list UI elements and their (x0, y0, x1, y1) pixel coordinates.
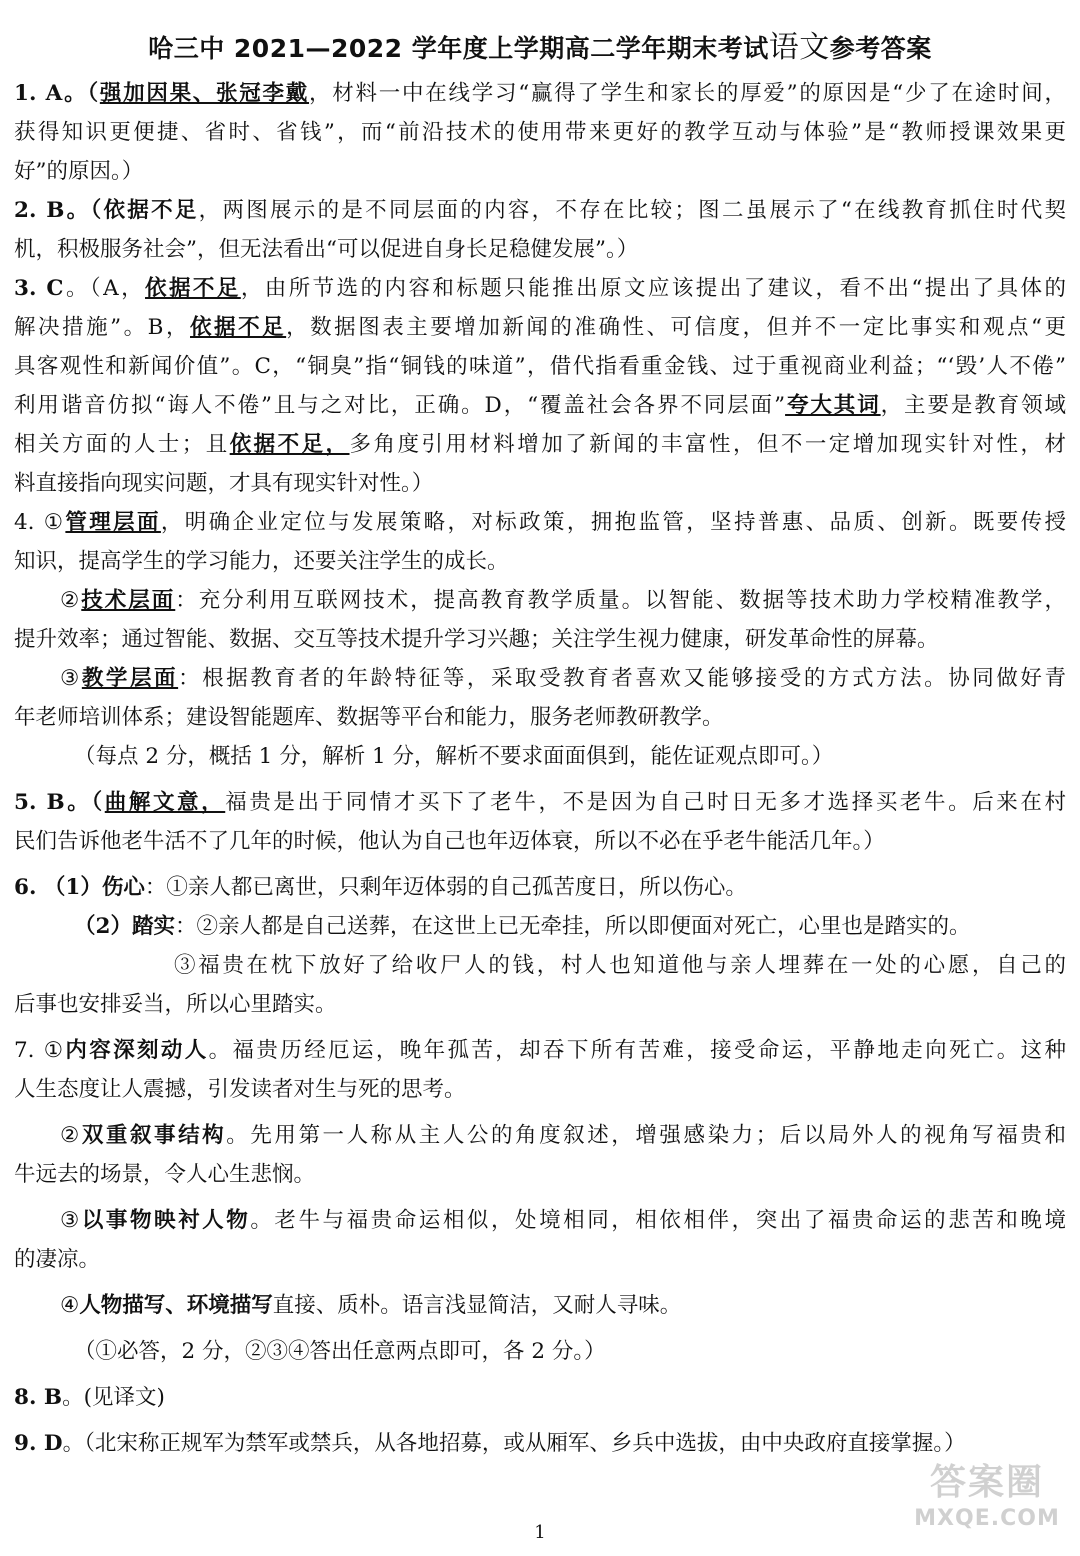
line-text: 依据不足 (103, 198, 199, 223)
answer-line (14, 308, 1066, 347)
key-term: 曲解文意， (104, 790, 226, 815)
line-text: 民们告诉他老牛活不了几年的时候，他认为自己也年迈体衰，所以不必在乎老牛能活几年。） (14, 829, 885, 854)
answer-body (14, 74, 1066, 1463)
key-term: 依据不足 (190, 315, 287, 340)
key-term: 技术层面 (81, 588, 176, 613)
answer-line (14, 783, 1066, 822)
line-text: 好”的原因。） (14, 159, 144, 184)
answer-line (14, 946, 1066, 985)
line-text: （每点 2 分，概括 1 分，解析 1 分，解析不要求面面俱到，能佐证观点即可。） (74, 744, 834, 769)
line-text: 8. B (14, 1385, 63, 1410)
line-text: ，两图展示的是不同层面的内容，不存在比较；图二虽展示了“在线教育抓住时代契 (198, 198, 1066, 223)
line-text: ，材料一中在线学习“赢得了学生和家长的厚爱”的原因是“少了在途时间， (309, 81, 1066, 106)
key-term: 强加因果、张冠李戴 (99, 81, 310, 106)
paragraph-gap (14, 1279, 1066, 1286)
line-text: 人生态度让人震撼，引发读者对生与死的思考。 (14, 1077, 466, 1102)
answer-line (14, 503, 1066, 542)
line-text: 多角度引用材料增加了新闻的丰富性，但不一定增加现实针对性，材 (349, 432, 1066, 457)
line-text: （ (87, 81, 100, 106)
answer-line (14, 191, 1066, 230)
line-text: 获得知识更便捷、省时、省钱”，而“前沿技术的使用带来更好的教学互动与体验”是“教师授课效果更 (14, 120, 1066, 145)
line-text: ：①亲人都已离世，只剩年迈体弱的自己孤苦度日，所以伤心。 (144, 875, 747, 900)
line-text: 。福贵历经厄运，晚年孤苦，却吞下所有苦难，接受命运，平静地走向死亡。这种 (208, 1038, 1066, 1063)
key-term: 教学层面 (81, 666, 179, 691)
answer-line (14, 1155, 1066, 1194)
paragraph-gap (14, 861, 1066, 868)
key-term: 依据不足 (145, 276, 241, 301)
answer-line (14, 1286, 1066, 1325)
answer-line (14, 425, 1066, 464)
line-text: ：充分利用互联网技术，提高教育教学质量。以智能、数据等技术助力学校精准教学， (175, 588, 1066, 613)
line-text: 利用谐音仿拟“诲人不倦”且与之对比，正确。D，“覆盖社会各界不同层面” (14, 393, 786, 418)
line-text: 7. ① (14, 1038, 66, 1063)
answer-line (14, 1378, 1066, 1417)
line-text: 。先用第一人称从主人公的角度叙述，增强感染力；后以局外人的视角写福贵和 (226, 1123, 1066, 1148)
page-number: 1 (534, 1522, 546, 1543)
answer-line (14, 152, 1066, 191)
answer-line (14, 907, 1066, 946)
title-suffix: 参考答案 (829, 34, 932, 63)
answer-line (14, 347, 1066, 386)
answer-line (14, 464, 1066, 503)
answer-line (14, 659, 1066, 698)
line-text: 知识，提高学生的学习能力，还要关注学生的成长。 (14, 549, 509, 574)
answer-line (14, 1240, 1066, 1279)
line-text: ，数据图表主要增加新闻的准确性、可信度，但并不一定比事实和观点“更 (286, 315, 1066, 340)
answer-line (14, 822, 1066, 861)
paragraph-gap (14, 1417, 1066, 1424)
line-text: 4. ① (14, 510, 66, 535)
line-text: 。（A， (63, 276, 146, 301)
answer-line (14, 113, 1066, 152)
answer-line (14, 1031, 1066, 1070)
line-text: 解决措施”。B， (14, 315, 191, 340)
line-text: ，主要是教育领域 (880, 393, 1066, 418)
line-text: 牛远去的场景，令人心生悲悯。 (14, 1162, 316, 1187)
key-term: 依据不足， (229, 432, 350, 457)
key-term: 夸大其词 (785, 393, 881, 418)
line-text: 以事物映衬人物 (81, 1208, 251, 1233)
line-text: 。老牛与福贵命运相似，处境相同，相依相伴，突出了福贵命运的悲苦和晚境 (250, 1208, 1066, 1233)
line-text: 双重叙事结构 (81, 1123, 227, 1148)
answer-line (14, 1070, 1066, 1109)
answer-line (14, 386, 1066, 425)
line-text: 机，积极服务社会”，但无法看出“可以促进自身长足稳健发展”。） (14, 237, 639, 262)
page-title (0, 22, 1080, 66)
watermark-logo (902, 1460, 1072, 1550)
watermark-logo-text: 答案圈 (929, 1462, 1044, 1503)
answer-line (14, 581, 1066, 620)
line-text: 人物描写、环境描写 (79, 1293, 273, 1318)
line-text: ：②亲人都是自己送葬，在这世上已无牵挂，所以即便面对死亡，心里也是踏实的。 (174, 914, 971, 939)
watermark-url: MXQE.COM (914, 1506, 1060, 1531)
line-text: 直接、质朴。语言浅显简洁，又耐人寻味。 (272, 1293, 682, 1318)
answer-line (14, 985, 1066, 1024)
line-text: 。（北宋称正规军为禁军或禁兵，从各地招募，或从厢军、乡兵中选拔，由中央政府直接掌握。） (62, 1431, 966, 1456)
line-text: ，由所节选的内容和标题只能推出原文应该提出了建议，看不出“提出了具体的 (240, 276, 1066, 301)
line-text: （①必答，2 分，②③④答出任意两点即可，各 2 分。） (74, 1339, 606, 1364)
line-text: 6. （1）伤心 (14, 875, 145, 900)
line-text: 料直接指向现实问题，才具有现实针对性。） (14, 471, 434, 496)
line-text: ：根据教育者的年龄特征等，采取受教育者喜欢又能够接受的方式方法。协同做好青 (178, 666, 1066, 691)
line-text: 后事也安排妥当，所以心里踏实。 (14, 992, 337, 1017)
answer-line (14, 230, 1066, 269)
title-subject: 语文 (768, 30, 830, 65)
answer-line (14, 542, 1066, 581)
line-text: 9. D (14, 1431, 63, 1456)
line-text: 。(见译文) (62, 1385, 165, 1410)
line-text: ③ (60, 666, 82, 691)
line-text: 提升效率；通过智能、数据、交互等技术提升学习兴趣；关注学生视力健康，研发革命性的屏幕。 (14, 627, 939, 652)
answer-line (14, 868, 1066, 907)
answer-line (14, 737, 1066, 776)
line-text: 3. C (14, 276, 64, 301)
line-text: ③福贵在枕下放好了给收尸人的钱，村人也知道他与亲人埋葬在一处的心愿，自己的 (174, 953, 1066, 978)
line-text: 年老师培训体系；建设智能题库、数据等平台和能力，服务老师教研教学。 (14, 705, 724, 730)
answer-line (14, 1201, 1066, 1240)
line-text: 5. B。（ (14, 790, 105, 815)
line-text: 2. B。（ (14, 198, 104, 223)
paragraph-gap (14, 1325, 1066, 1332)
line-text: 相关方面的人士；且 (14, 432, 230, 457)
line-text: （2）踏实 (74, 914, 175, 939)
title-main: 哈三中 2021—2022 学年度上学期高二学年期末考试 (148, 34, 769, 63)
answer-line (14, 74, 1066, 113)
answer-line (14, 1424, 1066, 1463)
paragraph-gap (14, 1024, 1066, 1031)
line-text: 内容深刻动人 (65, 1038, 209, 1063)
paragraph-gap (14, 1371, 1066, 1378)
line-text: ，明确企业定位与发展策略，对标政策，拥抱监管，坚持普惠、品质、创新。既要传授 (160, 510, 1066, 535)
paragraph-gap (14, 1109, 1066, 1116)
answer-line (14, 698, 1066, 737)
key-term: 管理层面 (65, 510, 161, 535)
answer-line (14, 1116, 1066, 1155)
line-text: 1. A。 (14, 81, 88, 106)
line-text: ② (60, 588, 82, 613)
answer-line (14, 269, 1066, 308)
paragraph-gap (14, 1194, 1066, 1201)
line-text: 的凄凉。 (14, 1247, 101, 1272)
answer-line (14, 620, 1066, 659)
line-text: 福贵是出于同情才买下了老牛，不是因为自己时日无多才选择买老牛。后来在村 (225, 790, 1066, 815)
line-text: 具客观性和新闻价值”。C，“铜臭”指“铜钱的味道”，借代指看重金钱、过于重视商业利益；“‘毁’人不倦” (14, 354, 1066, 379)
answer-line (14, 1332, 1066, 1371)
line-text: ③ (60, 1208, 82, 1233)
line-text: ④ (60, 1293, 80, 1318)
line-text: ② (60, 1123, 82, 1148)
paragraph-gap (14, 776, 1066, 783)
